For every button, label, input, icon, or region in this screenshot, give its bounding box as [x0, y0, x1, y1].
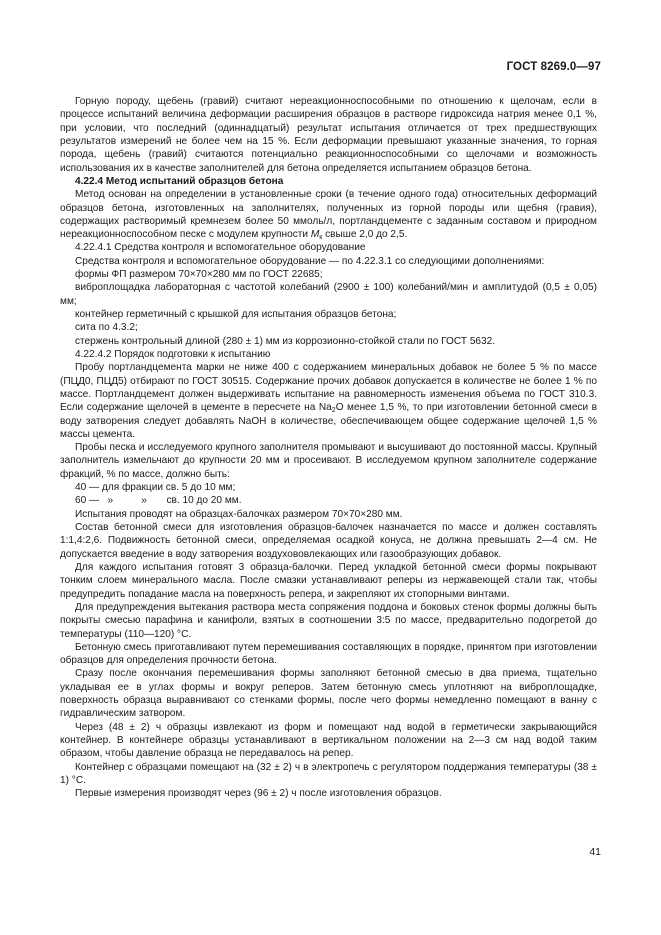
document-header: ГОСТ 8269.0—97 — [506, 61, 601, 73]
paragraph: Пробу портландцемента марки не ниже 400 с содержанием минеральных добавок не более 5 % по массе (ПЦД0, ПЦД5) отбирают по ГОСТ 30515. Содержание прочих добавок допускается в количестве не более 1 % по массе. Портландцемент должен выдерживать испытание на равномерность изменения объема по ГОСТ 310.3. Если содержание щелочей в цементе в пересчете на $Na_2O$ менее 1,5 %, то при изготовлении бетонной смеси в воду затворения следует добавлять NaOH в количестве, обеспечивающем общее содержание щелочей 1,5 % массы цемента. — [60, 362, 597, 440]
paragraph: Горную породу, щебень (гравий) считают нереакционноспособными по отношению к щелочам, если в процессе испытаний величина деформации расширения образцов в растворе гидроксида натрия менее 0,1 %, при условии, что последний (одиннадцатый) результат испытания отличается от трех предшествующих результатов измерений не более чем на 15 %. Если деформации превышают указанные значения, то горная порода, щебень (гравий) считаются потенциально реакционноспособными со щелочами и возможность использования их в качестве заполнителей для бетона определяется испытанием образцов бетона. — [60, 96, 597, 174]
list-item: контейнер герметичный с крышкой для испытания образцов бетона; — [75, 309, 397, 320]
paragraph: Метод основан на определении в установленные сроки (в течение одного года) относительных деформаций образцов бетона, изготовленных на заполнителях, полученных из горной породы или щебня (гравия), содержащих растворимый кремнезем более 50 ммоль/л, портландцементе с заданным составом и природном нереакционноспособном песке с модулем крупности $M_к$ свыше 2,0 до 2,5. — [60, 189, 597, 242]
paragraph: Через (48 ± 2) ч образцы извлекают из форм и помещают над водой в герметически закрывающийся контейнер. В контейнере образцы устанавливают в вертикальном положении на 2—3 см над водой таким образом, чтобы давление образца не передавалось на репер. — [60, 721, 597, 760]
paragraph: Контейнер с образцами помещают на (32 ± 2) ч в электропечь с регулятором поддержания температуры (38 ± 1) °С. — [60, 761, 597, 786]
fraction-item: 40 — для фракции св. 5 до 10 мм; — [75, 482, 236, 494]
document-body — [60, 95, 597, 801]
paragraph: Для предупреждения вытекания раствора места сопряжения поддона и боковых стенок формы должны быть покрыты смесью парафина и канифоли, взятых в соотношении 3:5 по массе, предварительно подогретой до температуры (110—120) °С. — [60, 601, 597, 640]
fraction-item: 60 — » » св. 10 до 20 мм. — [75, 495, 242, 507]
paragraph: Испытания проводят на образцах-балочках размером 70×70×280 мм. — [75, 508, 403, 520]
list-item: стержень контрольный длиной (280 ± 1) мм из коррозионно-стойкой стали по ГОСТ 5632. — [75, 335, 496, 347]
list-item: формы ФП размером 70×70×280 мм по ГОСТ 22685; — [75, 269, 323, 281]
modulus-symbol: M — [310, 229, 320, 241]
paragraph: Для каждого испытания готовят 3 образца-балочки. Перед укладкой бетонной смеси формы покрывают тонким слоем минерального масла. После смазки устанавливают реперы из нержавеющей стали так, чтобы предупредить попадание масла на поверхность репера, и закрепляют их стопорными винтами. — [60, 561, 597, 600]
list-item: виброплощадка лабораторная с частотой колебаний (2900 ± 100) колебаний/мин и амплитудой (0,5 ± 0,05) мм; — [60, 282, 597, 307]
paragraph: Средства контроля и вспомогательное оборудование — по 4.22.3.1 со следующими дополнениями: — [75, 255, 545, 267]
page-number: 41 — [589, 846, 601, 858]
list-item: сита по 4.3.2; — [75, 322, 138, 334]
paragraph: Бетонную смесь приготавливают путем перемешивания составляющих в порядке, принятом при изготовлении образцов для определения прочности бетона. — [60, 641, 597, 667]
paragraph: Пробы песка и исследуемого крупного заполнителя промывают и высушивают до постоянной массы. Крупный заполнитель измельчают до крупности 20 мм и просеивают. В исследуемом крупном заполнителе содержание фракций, % по массе, должно быть: — [60, 442, 597, 480]
paragraph: Сразу после окончания перемешивания формы заполняют бетонной смесью в два приема, тщательно укладывая ее в углах формы и вокруг реперов. Затем бетонную смесь уплотняют на виброплощадке, поверхность образца выравнивают со стенками формы, после чего формы немедленно помещают в ванну с гидравлическим затвором. — [60, 668, 597, 720]
paragraph: Состав бетонной смеси для изготовления образцов-балочек назначается по массе и должен составлять 1:1,4:2,6. Подвижность бетонной смеси, определяемая осадкой конуса, не должна превышать 2—4 см. Не допускается введение в воду затворения воздухововлекающих или газообразующих добавок. — [60, 522, 597, 560]
subsection-heading: 4.22.4.1 Средства контроля и вспомогательное оборудование — [75, 242, 366, 254]
section-heading: 4.22.4 Метод испытаний образцов бетона — [75, 175, 284, 187]
paragraph: Первые измерения производят через (96 ± 2) ч после изготовления образцов. — [75, 788, 442, 800]
subsection-heading: 4.22.4.2 Порядок подготовки к испытанию — [75, 348, 271, 360]
